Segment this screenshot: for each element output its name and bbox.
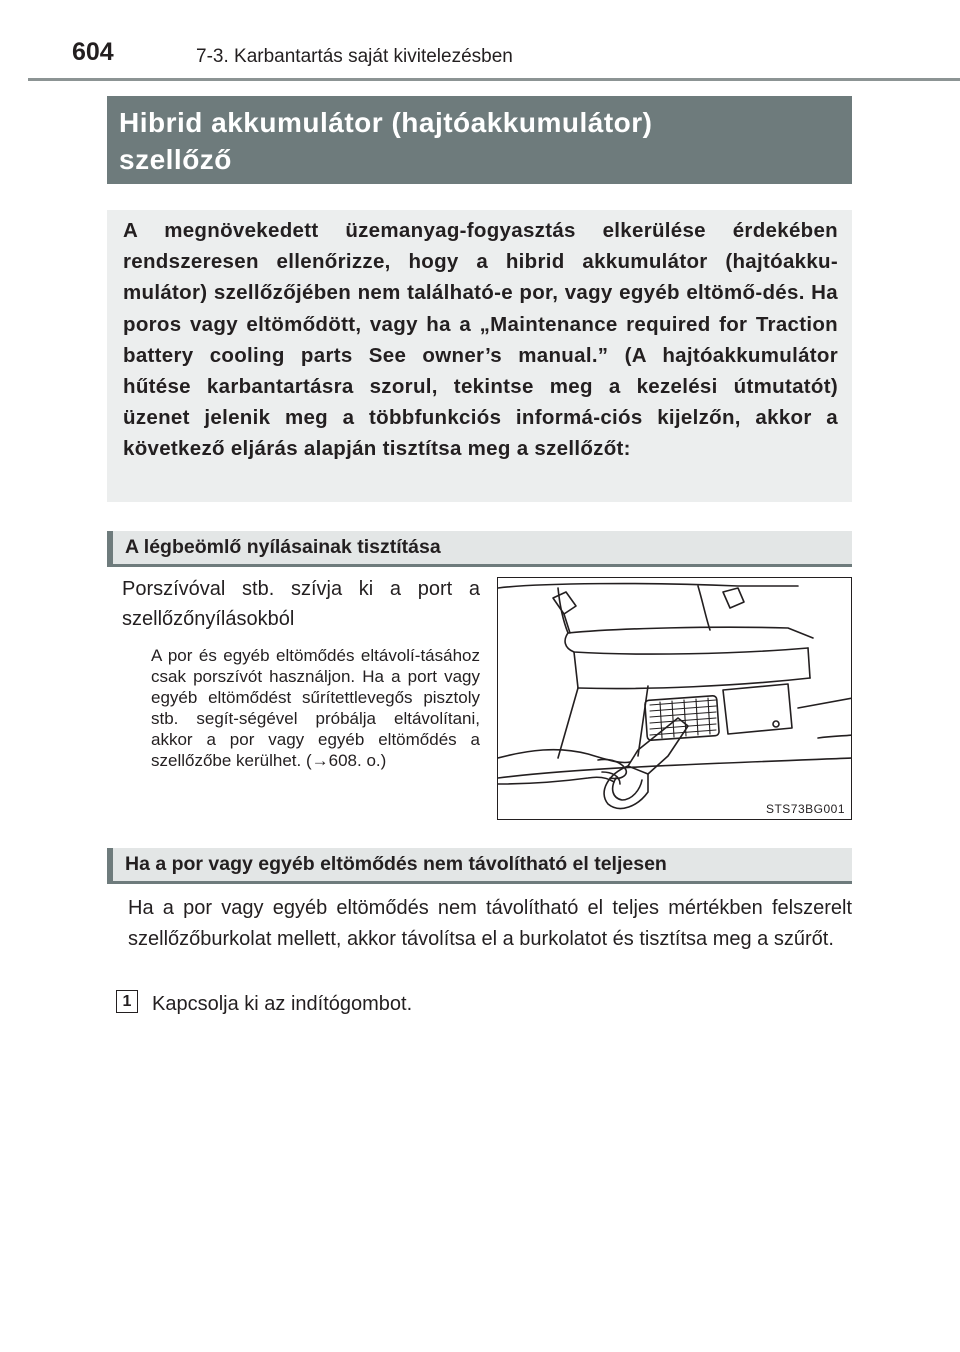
subheading-not-removable: Ha a por vagy egyéb eltömődés nem távolítható el teljesen — [107, 848, 852, 884]
vent-cleaning-illustration — [497, 577, 852, 820]
section-title-line2: szellőző — [119, 144, 232, 175]
note-text: A por és egyéb eltömődés eltávolí-tásához csak porszívót használjon. Ha a port vagy egyéb eltömődést sűrítettlevegős pisztoly stb. segít-ségével próbálja eltávolítani, akkor a por vagy egyéb eltömődés a szellőzőbe kerülhet. (→608. o.) — [151, 646, 480, 770]
step-number-badge: 1 — [116, 990, 138, 1013]
figure-code: STS73BG001 — [765, 802, 845, 816]
page-header — [28, 38, 960, 81]
subheading-cleaning-intake: A légbeömlő nyílásainak tisztítása — [107, 531, 852, 567]
intro-text: A megnövekedett üzemanyag-fogyasztás elkerülése érdekében rendszeresen ellenőrizze, hogy a hibrid akkumulátor (hajtóakku-mulátor) szellőzőjében nem található-e por, vagy egyéb eltömő-dés. Ha poros vagy eltömődött, vagy ha a „Maintenance required for Traction battery cooling parts See owner’s manual.” (A hajtóakkumulátor hűtése karbantartásra szorul, tekintse meg a kezelési útmutatót) üzenet jelenik meg a többfunkciós informá-ciós kijelzőn, akkor a következő eljárás alapján tisztítsa meg a szellőzőt: — [123, 219, 838, 461]
step-vacuum-text: Porszívóval stb. szívja ki a port a szellőzőnyílásokból — [122, 578, 480, 630]
step1-text: Kapcsolja ki az indítógombot. — [152, 993, 413, 1015]
intro-box — [107, 210, 852, 502]
page-number: 604 — [72, 38, 114, 66]
removal-paragraph: Ha a por vagy egyéb eltömődés nem távolítható el teljes mértékben felszerelt szellőzőburkolat mellett, akkor távolítsa el a burkolatot és tisztítsa meg a szűrőt. — [128, 897, 852, 950]
section-title-line1: Hibrid akkumulátor (hajtóakkumulátor) — [119, 107, 653, 138]
section-title — [107, 96, 852, 184]
section-path: 7-3. Karbantartás saját kivitelezésben — [196, 46, 513, 67]
vacuum-vent-drawing — [498, 578, 852, 820]
